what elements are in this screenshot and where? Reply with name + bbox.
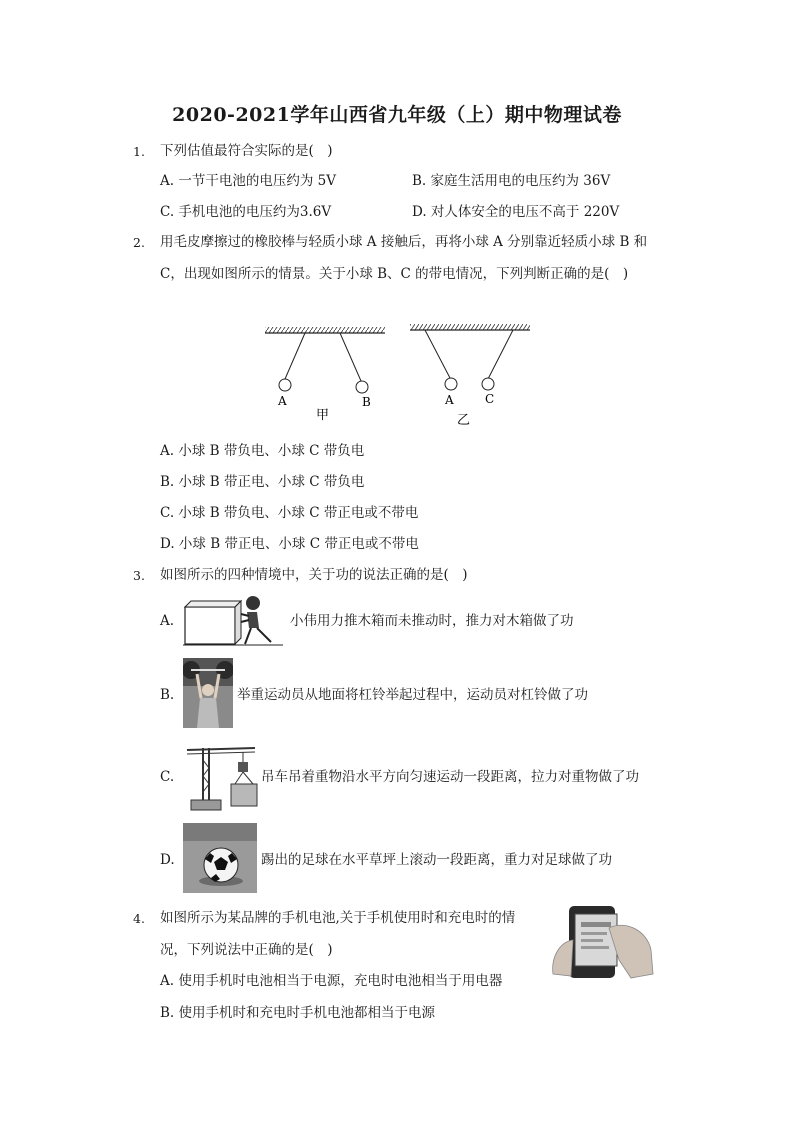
option-a-text: 小伟用力推木箱而未推动时，推力对木箱做了功 bbox=[290, 613, 574, 629]
question-number: 4. bbox=[133, 911, 145, 926]
option-d-letter: D. bbox=[160, 852, 175, 868]
option-b: B. 小球 B 带正电、小球 C 带负电 bbox=[160, 474, 365, 490]
question-stem: 如图所示的四种情境中，关于功的说法正确的是( ) bbox=[160, 567, 468, 583]
question-number: 1. bbox=[133, 144, 145, 159]
question-stem: 况，下列说法中正确的是( ) bbox=[160, 942, 333, 958]
ball-label: A bbox=[445, 393, 454, 407]
crane-image bbox=[183, 740, 258, 812]
question-number: 3. bbox=[133, 568, 145, 583]
question-stem: 用毛皮摩擦过的橡胶棒与轻质小球 A 接触后，再将小球 A 分别靠近轻质小球 B 和 bbox=[160, 234, 648, 250]
option-c-letter: C. bbox=[160, 769, 175, 785]
question-stem: 如图所示为某品牌的手机电池,关于手机使用时和充电时的情 bbox=[160, 910, 516, 926]
option-c-text: 吊车吊着重物沿水平方向匀速运动一段距离，拉力对重物做了功 bbox=[261, 769, 639, 785]
option-a: A. 小球 B 带负电、小球 C 带负电 bbox=[160, 443, 365, 459]
page-title: 2020-2021学年山西省九年级（上）期中物理试卷 bbox=[172, 104, 622, 126]
ball-label: A bbox=[278, 394, 287, 408]
option-a: A. 一节干电池的电压约为 5V bbox=[160, 173, 336, 189]
pushing-box-image bbox=[183, 592, 285, 652]
option-c: C. 小球 B 带负电、小球 C 带正电或不带电 bbox=[160, 505, 419, 521]
ball-label: C bbox=[485, 392, 495, 406]
soccer-ball-image bbox=[183, 823, 257, 893]
weightlifter-image bbox=[183, 658, 233, 728]
phone-battery-image bbox=[547, 900, 657, 982]
option-a-letter: A. bbox=[160, 613, 175, 629]
option-d: D. 对人体安全的电压不高于 220V bbox=[412, 204, 620, 220]
option-d: D. 小球 B 带正电、小球 C 带正电或不带电 bbox=[160, 536, 419, 552]
pith-balls-figure bbox=[255, 318, 545, 433]
question-number: 2. bbox=[133, 235, 145, 250]
option-b: B. 使用手机时和充电时手机电池都相当于电源 bbox=[160, 1005, 436, 1021]
option-b-text: 举重运动员从地面将杠铃举起过程中，运动员对杠铃做了功 bbox=[237, 687, 588, 703]
ball-label: B bbox=[362, 395, 371, 409]
option-d-text: 踢出的足球在水平草坪上滚动一段距离，重力对足球做了功 bbox=[261, 852, 612, 868]
option-c: C. 手机电池的电压约为3.6V bbox=[160, 204, 332, 220]
option-a: A. 使用手机时电池相当于电源，充电时电池相当于用电器 bbox=[160, 973, 503, 989]
option-b-letter: B. bbox=[160, 687, 175, 703]
option-b: B. 家庭生活用电的电压约为 36V bbox=[412, 173, 611, 189]
figure-caption: 甲 bbox=[316, 408, 330, 423]
question-stem: C，出现如图所示的情景。关于小球 B、C 的带电情况，下列判断正确的是( ) bbox=[160, 266, 629, 282]
question-stem: 下列估值最符合实际的是( ) bbox=[160, 143, 333, 159]
figure-caption: 乙 bbox=[457, 413, 471, 428]
